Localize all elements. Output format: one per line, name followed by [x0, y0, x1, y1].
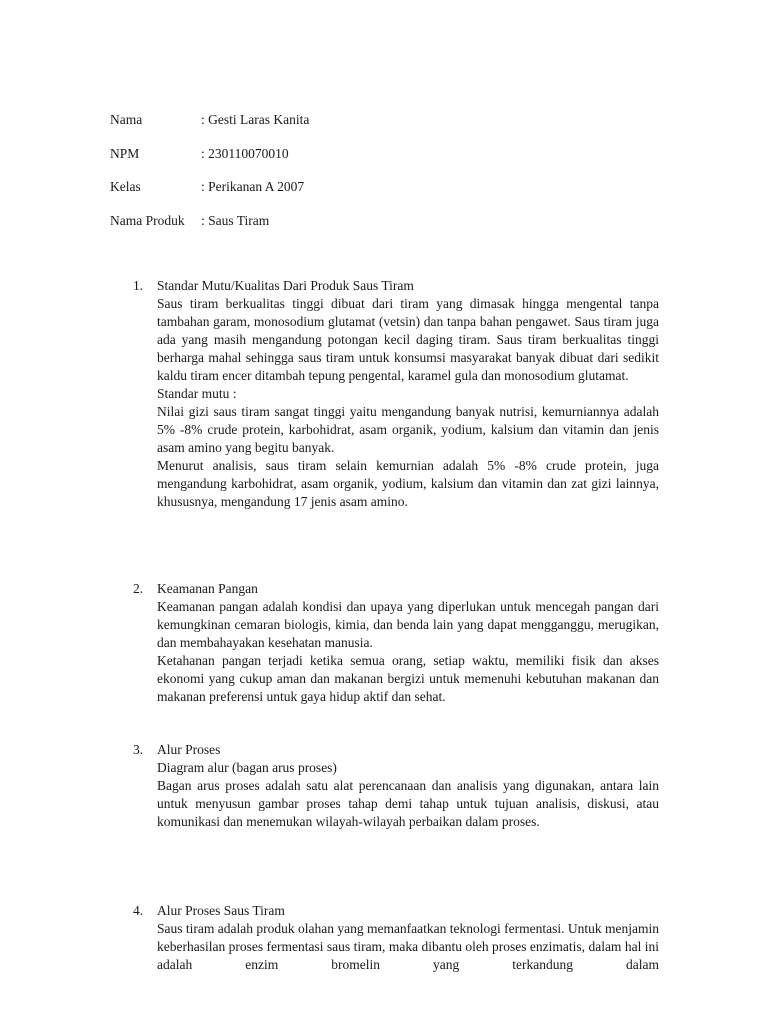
section-heading: [133, 741, 659, 759]
section-alur-proses-saus-tiram: [133, 902, 659, 974]
info-label: Kelas: [110, 179, 141, 194]
paragraph: Saus tiram adalah produk olahan yang memanfaatkan teknologi fermentasi. Untuk menjamin keberhasilan proses fermentasi saus tiram, maka dibantu oleh proses enzimatis, dalam hal ini adalah enzim bromelin yang terkandung dalam: [157, 921, 659, 972]
section-alur-proses: [133, 741, 659, 831]
section-number: 1.: [133, 278, 144, 293]
section-number: 4.: [133, 903, 144, 918]
info-value: : Gesti Laras Kanita: [201, 112, 310, 127]
info-value: : 230110070010: [201, 145, 289, 161]
info-row-nama: [110, 110, 309, 144]
section-number: 3.: [133, 742, 144, 757]
section-body: [157, 598, 659, 706]
section-standar-mutu: [133, 277, 659, 511]
info-label: Nama: [110, 112, 143, 127]
section-title: Alur Proses: [157, 742, 221, 757]
info-row-kelas: [110, 177, 309, 211]
section-keamanan-pangan: [133, 580, 659, 706]
section-body: [157, 295, 659, 511]
info-value: : Saus Tiram: [201, 212, 270, 228]
info-label: Nama Produk: [110, 212, 185, 228]
paragraph: Ketahanan pangan terjadi ketika semua orang, setiap waktu, memiliki fisik dan akses ekonomi yang cukup aman dan makanan bergizi untuk memenuhi kebutuhan makanan dan makanan preferensi untuk gaya hidup aktif dan sehat.: [157, 653, 659, 704]
paragraph: Bagan arus proses adalah satu alat perencanaan dan analisis yang digunakan, antara lain untuk menyusun gambar proses tahap demi tahap untuk tujuan analisis, diskusi, atau komunikasi dan menemukan wilayah-wilayah perbaikan dalam proses.: [157, 778, 659, 829]
section-title: Standar Mutu/Kualitas Dari Produk Saus Tiram: [157, 278, 414, 293]
section-heading: [133, 277, 659, 295]
paragraph-subheading: Standar mutu :: [157, 386, 237, 401]
info-row-npm: [110, 144, 309, 178]
section-title: Alur Proses Saus Tiram: [157, 903, 285, 918]
section-body: [157, 759, 659, 831]
info-value: : Perikanan A 2007: [201, 179, 305, 194]
paragraph: Keamanan pangan adalah kondisi dan upaya yang diperlukan untuk mencegah pangan dari kemungkinan cemaran biologis, kimia, dan benda lain yang dapat mengganggu, merugikan, dan membahayakan kesehatan manusia.: [157, 599, 659, 650]
student-info: [110, 110, 309, 244]
section-number: 2.: [133, 581, 144, 596]
section-heading: [133, 902, 659, 920]
section-heading: [133, 580, 659, 598]
info-label: NPM: [110, 145, 140, 161]
paragraph-subheading: Diagram alur (bagan arus proses): [157, 760, 337, 775]
section-title: Keamanan Pangan: [157, 581, 258, 596]
paragraph: Nilai gizi saus tiram sangat tinggi yaitu mengandung banyak nutrisi, kemurniannya adalah 5% -8% crude protein, karbohidrat, asam organik, yodium, kalsium dan vitamin dan jenis asam amino yang begitu banyak.: [157, 404, 659, 455]
info-row-nama-produk: [110, 211, 309, 245]
section-body: [157, 920, 659, 974]
paragraph: Menurut analisis, saus tiram selain kemurnian adalah 5% -8% crude protein, juga mengandung karbohidrat, asam organik, yodium, kalsium dan vitamin dan zat gizi lainnya, khususnya, mengandung 17 jenis asam amino.: [157, 458, 659, 509]
paragraph: Saus tiram berkualitas tinggi dibuat dari tiram yang dimasak hingga mengental tanpa tambahan garam, monosodium glutamat (vetsin) dan tanpa bahan pengawet. Saus tiram juga ada yang masih mengandung potongan kecil daging tiram. Saus tiram berkualitas tinggi berharga mahal sehingga saus tiram untuk konsumsi masyarakat banyak dibuat dari sedikit kaldu tiram encer ditambah tepung pengental, karamel gula dan monosodium glutamat.: [157, 296, 659, 383]
